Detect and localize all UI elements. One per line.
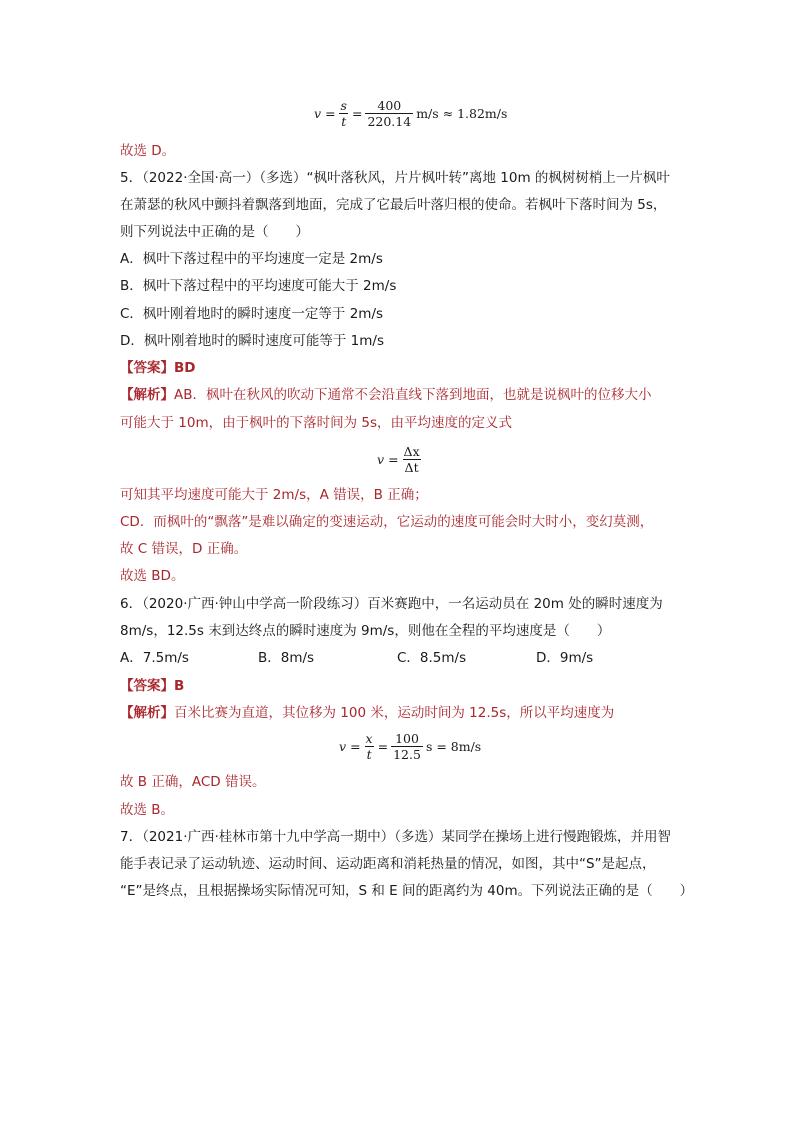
analysis-label: 【解析】 [120,705,174,721]
q6-stem-line1: 6．（2020·广西·钟山中学高一阶段练习）百米赛跑中，一名运动员在 20m 处的瞬时速度为 [120,596,663,612]
fraction-numerator: Δx [403,444,420,459]
fraction-numerator: x [365,731,373,746]
answer-label: 【答案】 [120,360,174,376]
equals-sign: = [388,452,399,467]
q5-option-b: B．枫叶下落过程中的平均速度可能大于 2m/s [120,278,397,294]
q6-analysis-line1 [120,703,614,723]
q5-stem-line3: 则下列说法中正确的是（ ） [120,224,309,240]
formula-symbol-v: v [314,106,322,121]
q5-stem-line2: 在萧瑟的秋风中颤抖着飘落到地面，完成了它最后叶落归根的使命。若枫叶下落时间为 5s， [120,197,667,213]
fraction-denominator: 220.14 [367,114,412,129]
q6-option-b: B．8m/s [258,650,315,666]
q6-option-a: A．7.5m/s [120,650,189,666]
fraction-denominator: Δt [404,460,419,475]
q5-analysis-line4: CD．而枫叶的“飘落”是难以确定的变速运动，它运动的速度可能会时大时小，变幻莫测， [120,514,654,530]
q5-option-d: D．枫叶刚着地时的瞬时速度可能等于 1m/s [120,333,385,349]
q5-analysis-line5: 故 C 错误，D 正确。 [120,541,248,557]
q5-option-a: A．枫叶下落过程中的平均速度一定是 2m/s [120,251,383,267]
answer-label: 【答案】 [120,678,174,694]
analysis-text: AB．枫叶在秋风的吹动下通常不会沿直线下落到地面，也就是说枫叶的位移大小 [174,387,652,403]
q5-analysis-line2: 可能大于 10m，由于枫叶的下落时间为 5s，由平均速度的定义式 [120,415,513,431]
fraction-numerator: 100 [395,731,419,746]
answer-value: BD [174,360,196,376]
q5-analysis-line1 [120,385,652,405]
formula-result: m/s ≈ 1.82m/s [416,106,508,121]
equals-sign: = [377,739,389,754]
formula-symbol-v: v [339,739,347,754]
equals-sign: = [325,106,336,121]
equals-sign: = [351,106,363,121]
q5-analysis-line3: 可知其平均速度可能大于 2m/s，A 错误，B 正确； [120,487,428,503]
q5-conclusion: 故选 BD。 [120,568,185,584]
fraction-400-over-220 [365,98,413,129]
q7-stem-line1: 7．（2021·广西·桂林市第十九中学高一期中）（多选）某同学在操场上进行慢跑锻炼，并用智 [120,829,672,845]
fraction-s-over-t [339,98,349,129]
equals-sign: = [350,739,361,754]
q6-stem-line2: 8m/s，12.5s 末到达终点的瞬时速度为 9m/s，则他在全程的平均速度是（ ） [120,623,611,639]
velocity-formula-q6 [339,731,481,762]
q6-analysis-line2: 故 B 正确，ACD 错误。 [120,774,266,790]
fraction-denominator: t [341,114,347,129]
fraction-numerator: 400 [377,98,402,113]
formula-result: s = 8m/s [425,739,482,754]
q5-stem-line1: 5．（2022·全国·高一）（多选）“枫叶落秋风，片片枫叶转”离地 10m 的枫树树梢上一片枫叶 [120,170,670,186]
fraction-denominator: t [366,747,372,762]
fraction-100-over-12-5 [391,731,423,762]
q7-stem-line2: 能手表记录了运动轨迹、运动时间、运动距离和消耗热量的情况，如图，其中“S”是起点， [120,856,656,872]
average-velocity-definition-formula [377,444,425,475]
q7-stem-line3: “E”是终点，且根据操场实际情况可知，S 和 E 间的距离约为 40m。下列说法正确的是（ ） [120,883,694,899]
answer-value: B [174,678,185,694]
velocity-formula-q4 [314,98,507,129]
q6-option-d: D．9m/s [536,650,594,666]
formula-symbol-v: v [377,452,385,467]
fraction-delta-x-over-delta-t [402,444,422,475]
analysis-label: 【解析】 [120,387,174,403]
fraction-x-over-t [364,731,375,762]
q6-conclusion: 故选 B。 [120,802,175,818]
q5-option-c: C．枫叶刚着地时的瞬时速度一定等于 2m/s [120,306,384,322]
fraction-denominator: 12.5 [393,747,421,762]
analysis-text: 百米比赛为直道，其位移为 100 米，运动时间为 12.5s，所以平均速度为 [174,705,615,721]
q4-conclusion: 故选 D。 [120,143,176,159]
fraction-numerator: s [340,98,347,113]
q6-option-c: C．8.5m/s [397,650,467,666]
q5-answer [120,358,196,378]
q6-answer [120,676,184,696]
